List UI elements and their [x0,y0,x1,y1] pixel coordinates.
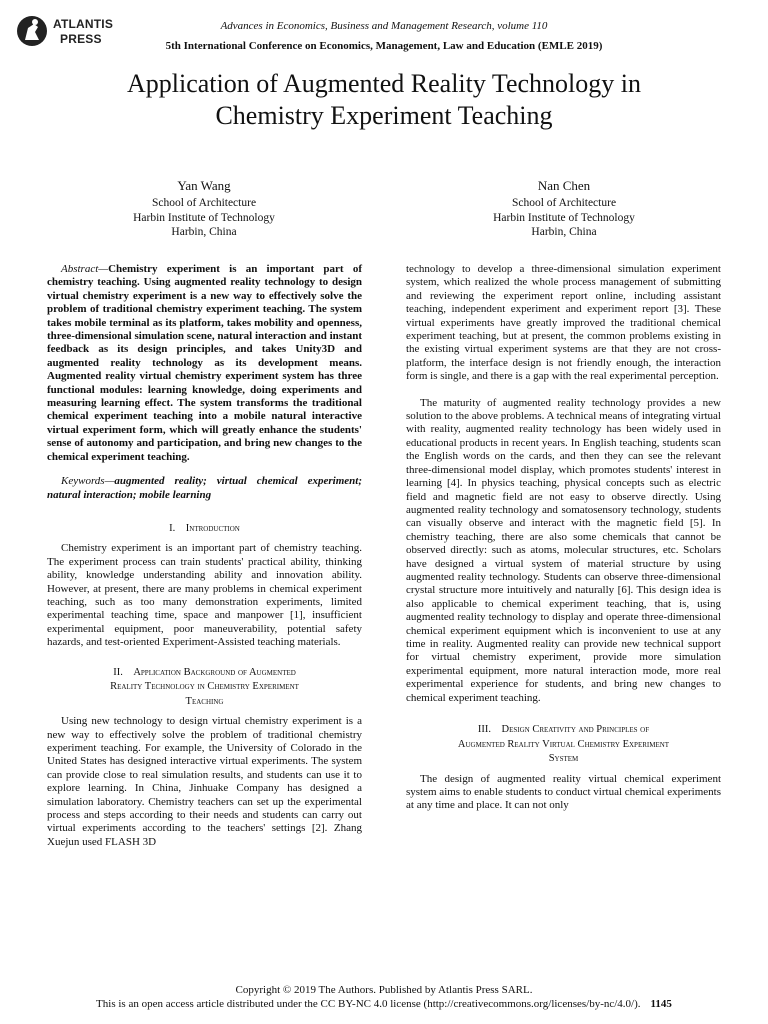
abstract [47,263,362,464]
copyright-notice: Copyright © 2019 The Authors. Published by Atlantis Press SARL. [235,984,533,996]
author-name: Nan Chen [537,178,591,193]
keywords-text: augmented reality; virtual chemical experiment; natural interaction; mobile learning [47,475,362,501]
right-column [406,263,721,813]
title-line-1: Application of Augmented Reality Technology in [127,69,641,98]
section-title: Introduction [185,522,240,534]
keywords-lead: Keywords— [61,475,115,488]
section-number: III. [477,724,492,735]
section-number: I. [169,522,176,534]
license-notice: This is an open access article distributed under the CC BY-NC 4.0 license (http://creativecommons.org/licenses/by-nc/4.0/). [96,998,641,1010]
section-title-line-2: Augmented Reality Virtual Chemistry Experiment [457,738,670,750]
intro-paragraph: Chemistry experiment is an important part of chemistry teaching. The experiment process can train students' practical ability, thinking ability, knowledge understanding ability and innovation ability. However, at present, there are many problems in chemical experiment teaching, such as too many demonstration experiments, limited experimental teaching time, space and manpower [1], insufficient experimental equipment, poor maneuverability, potential safety hazards, and test-oriented Experiment-Assisted teaching materials. [47,542,362,649]
series-header: Advances in Economics, Business and Management Research, volume 110 [220,20,548,32]
author-name: Yan Wang [177,178,231,193]
title-line-2: Chemistry Experiment Teaching [215,101,553,130]
section-title-line-1: Design Creativity and Principles of [501,724,650,735]
author-institution: Harbin Institute of Technology [133,211,275,224]
author-location: Harbin, China [171,226,237,238]
abstract-text: Chemistry experiment is an important part of chemistry teaching. Using augmented reality technology to design virtual chemistry experiment is a new way to effectively solve the problem of traditional chemistry experiment teaching. The system takes mobile terminal as its platform, takes mobility and openness, three-dimensional simulation scene, natural interaction and instant feedback as its design principles, and takes Unity3D and augmented reality technology as its development means. Augmented reality virtual chemistry experiment system has three functional modules: learning knowledge, doing experiments and measuring learning effect. The system transforms the traditional chemical experiment teaching into a mobile natural interactive virtual experiment form, which will greatly enhance the students' sense of autonomy and participation, and bring new changes to the chemical experiment teaching. [47,263,362,463]
author-location: Harbin, China [531,226,597,238]
author-dept: School of Architecture [511,197,617,209]
continued-paragraph: technology to develop a three-dimensional simulation experiment system, which realized the whole process management of submitting and reviewing the experiment report online, including assistant teaching, independent experiment and experiment report [3]. These virtual experiments have greatly improved the traditional chemical experiment teaching, but at present, the common problems existing in the existing virtual experiment systems are that they are not cross-platform, the interface design is not friendly enough, the interaction form is single, and there is a gap with the real experimental perception. [406,263,721,383]
section-heading-introduction [47,522,362,537]
section-number: II. [113,666,123,678]
author-institution: Harbin Institute of Technology [493,211,635,224]
author-dept: School of Architecture [151,197,257,209]
section-heading-background [47,666,362,710]
publisher-name-line2: PRESS [60,32,102,46]
section-title-line-1: Application Background of Augmented [133,666,296,678]
page-number: 1145 [650,998,672,1010]
publisher-name-line1: ATLANTIS [53,17,114,31]
section-title-line-2: Reality Technology in Chemistry Experiment [110,681,299,693]
maturity-paragraph: The maturity of augmented reality technology provides a new solution to the above problems. A technical means of integrating virtual with reality, augmented reality technology has been widely used in educational products in recent years. In English teaching, students scan the English words on the cards, and then they can see the relevant three-dimensional model display, which promotes students' interest in learning [4]. In physics teaching, physical concepts such as electric field and magnetic field are not easy to observe directly. Using augmented reality technology and somatosensory technology, students can visually observe and interact with the magnetic field [5]. In chemistry teaching, there are also some chemicals that cannot be observed directly: such as atoms, molecular structures, etc. Scholars have designed a virtual system of material structure by using augmented reality technology. Students can observe three-dimensional crystal structure more intuitively and naturally [6]. This design idea is also applicable to chemical experiment teaching, that is, using augmented reality technology to display and operate three-dimensional chemical experiment equipment which is inconvenient to use at any time in reality. Augmented reality can provide new technical support for virtual chemistry experiment, provide more simulation experimental equipment, more natural interaction mode, more real experimental experience for students, and bring new changes to chemical experiment teaching. [406,396,721,704]
section-title-line-3: System [548,753,579,764]
author-block-1 [79,176,329,240]
design-paragraph: The design of augmented reality virtual chemical experiment system aims to enable students to conduct virtual chemical experiments at any time and place. It can not only [406,772,721,812]
page-footer [0,983,768,1011]
conference-header: 5th International Conference on Economics, Management, Law and Education (EMLE 2019) [165,40,603,52]
author-block-2 [439,176,689,240]
background-paragraph: Using new technology to design virtual chemistry experiment is a new way to effectively solve the problem of traditional chemistry experiment teaching. For example, the University of Colorado in the United States has designed interactive virtual experiments. The system can provide close to real simulation results, and students can use it to explore learning. In China, Jinhuake Company has designed a simulation laboratory. Chemistry teachers can set up the experimental process and steps according to their needs and students can carry out virtual experiments according to the teachers' settings [2]. Zhang Xuejun used FLASH 3D [47,715,362,848]
abstract-lead: Abstract— [61,263,109,275]
left-column [47,263,362,849]
keywords [47,475,362,502]
section-title-line-3: Teaching [185,695,224,707]
section-heading-design [406,723,721,767]
paper-title [40,68,728,132]
